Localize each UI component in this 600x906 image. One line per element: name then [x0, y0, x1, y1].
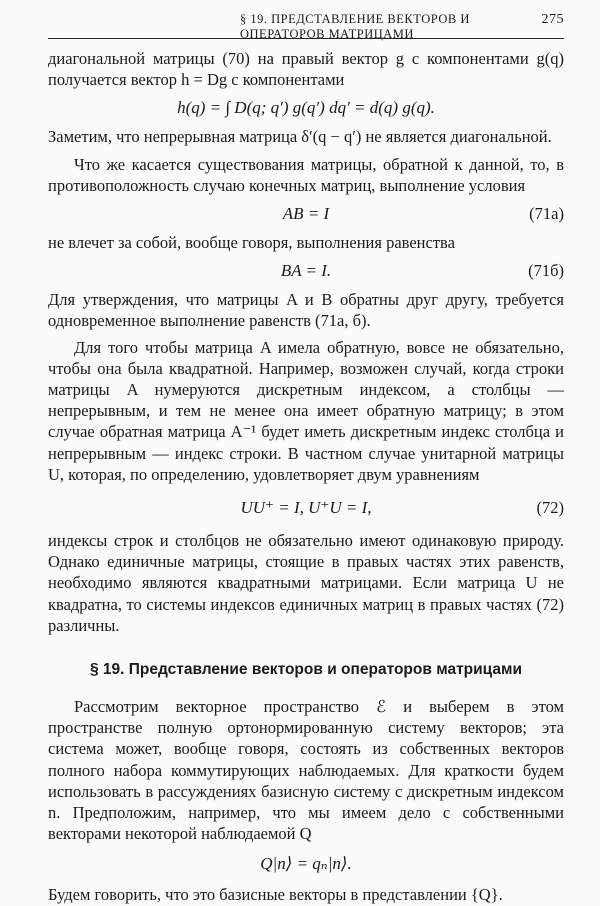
equation-72 [48, 497, 564, 518]
paragraph: Будем говорить, что это базисные векторы в представлении {Q}. [48, 885, 503, 905]
paragraph: Рассмотрим векторное пространство ℰ и выберем в этом пространстве полную ортонормированную систему векторов; эта система может, вообще говоря, состоять из собственных векторов полного набора коммутирующих наблюдаемых. Для краткости будем использовать в рассуждениях базисную систему с дискретным индексом n. Предположим, например, что мы имеем дело с собственными векторами некоторой наблюдаемой Q [48, 697, 564, 844]
equation-text: Q|n⟩ = qₙ|n⟩. [260, 854, 352, 874]
book-page [48, 12, 564, 906]
equation-number: (72) [536, 498, 564, 518]
equation-text: BA = I. [280, 261, 332, 281]
paragraph: Заметим, что непрерывная матрица δ′(q − q′) не является диагональной. [48, 127, 552, 147]
paragraph: индексы строк и столбцов не обязательно имеют одинаковую природу. Однако единичные матрицы, стоящие в правых частях этих равенств, необходимо являются квадратными матрицами. Если матрица U не квадратна, то системы индексов единичных матриц в правых частях (72) различны. [48, 531, 564, 635]
paragraph: Что же касается существования матрицы, обратной к данной, то, в противоположность случаю конечных матриц, выполнение условия [48, 154, 564, 195]
paragraph: диагональной матрицы (70) на правый вектор g с компонентами g(q) получается вектор h = Dg с компонентами [48, 49, 564, 90]
equation-71a [48, 203, 564, 224]
section-heading: § 19. Представление векторов и операторов матрицами [89, 661, 522, 679]
running-header [48, 12, 564, 39]
paragraph: не влечет за собой, вообще говоря, выполнения равенства [48, 233, 455, 253]
equation-number: (71б) [528, 261, 564, 281]
equation-number: (71а) [529, 204, 564, 224]
paragraph: Для того чтобы матрица A имела обратную, вовсе не обязательно, чтобы она была квадратной. Например, возможен случай, когда строки матрицы A нумеруются дискретным индексом, а столбцы — непрерывным, и тем не менее она имеет обратную матрицу; в этом случае обратная матрица A⁻¹ будет иметь дискретным индекс столбца и непрерывным — индекс строки. В частном случае унитарной матрицы U, которая, по определению, удовлетворяет двум уравнениям [48, 337, 564, 484]
equation-h [48, 97, 564, 118]
equation-71b [48, 260, 564, 281]
equation-text: AB = I [282, 204, 330, 224]
running-title: § 19. ПРЕДСТАВЛЕНИЕ ВЕКТОРОВ И ОПЕРАТОРОВ МАТРИЦАМИ [240, 12, 470, 41]
equation-text: h(q) = ∫ D(q; q′) g(q′) dq′ = d(q) g(q). [177, 98, 435, 118]
page-number: 275 [541, 12, 564, 27]
paragraph: Для утверждения, что матрицы A и B обратны друг другу, требуется одновременное выполнение равенств (71а, б). [48, 290, 564, 331]
equation-eigen [48, 853, 564, 874]
equation-text: UU⁺ = I, U⁺U = I, [240, 498, 372, 518]
